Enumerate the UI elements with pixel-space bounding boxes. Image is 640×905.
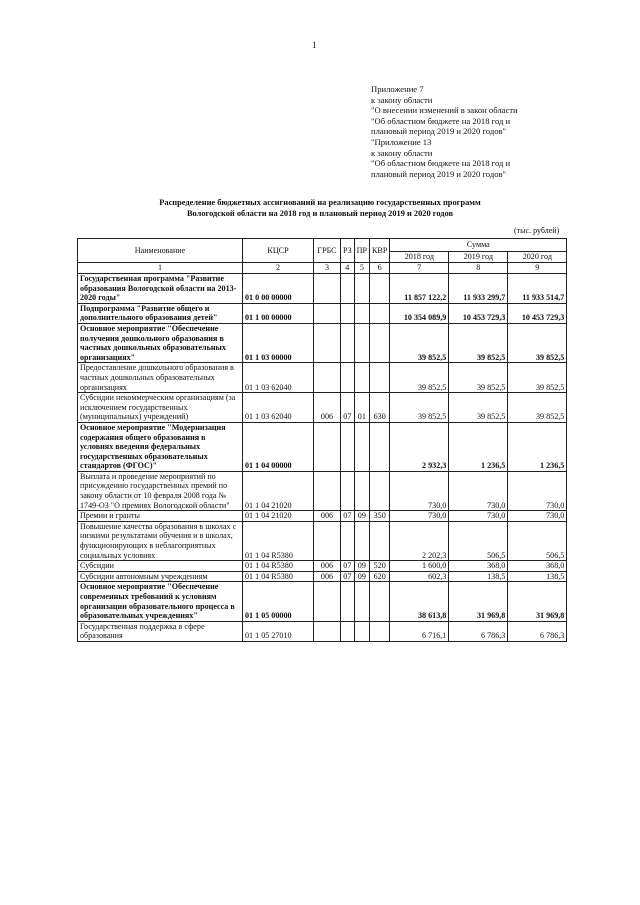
- row-grbs: [314, 422, 341, 471]
- row-rz: 07: [341, 393, 355, 423]
- row-name: Выплата и проведение мероприятий по присуждению государственных премий по закону области от 10 февраля 2008 года № 1749-ОЗ "О премиях Вологодской области": [78, 471, 243, 510]
- row-kvr: [370, 621, 390, 641]
- row-value-2019: 10 453 729,3: [449, 303, 508, 323]
- table-row: [78, 363, 567, 393]
- appendix-line: "О внесении изменений в закон области: [371, 105, 518, 116]
- row-kcsr: 01 1 04 21020: [243, 471, 314, 510]
- row-value-2019: 1 236,5: [449, 422, 508, 471]
- row-kvr: 620: [370, 571, 390, 582]
- row-value-2020: 1 236,5: [508, 422, 567, 471]
- row-value-2018: 2 932,3: [390, 422, 449, 471]
- header-sum: Сумма: [390, 239, 567, 252]
- row-grbs: [314, 323, 341, 362]
- document-title: [60, 197, 580, 219]
- row-rz: [341, 363, 355, 393]
- row-name: Государственная программа "Развитие образования Вологодской области на 2013-2020 годы": [78, 274, 243, 304]
- row-kcsr: 01 1 04 00000: [243, 422, 314, 471]
- title-line: Распределение бюджетных ассигнований на реализацию государственных программ: [159, 198, 481, 207]
- row-value-2019: 31 969,8: [449, 582, 508, 621]
- row-kcsr: 01 1 04 R5380: [243, 521, 314, 560]
- header-name: Наименование: [78, 239, 243, 263]
- row-name: Субсидии автономным учреждениям: [78, 571, 243, 582]
- row-kcsr: 01 1 05 00000: [243, 582, 314, 621]
- row-value-2020: 730,0: [508, 511, 567, 522]
- appendix-line: к закону области: [371, 147, 433, 158]
- col-number: 1: [78, 263, 243, 274]
- row-pr: [354, 471, 369, 510]
- header-grbs: ГРБС: [314, 239, 341, 263]
- row-kvr: 520: [370, 561, 390, 572]
- row-value-2019: 730,0: [449, 471, 508, 510]
- row-value-2020: 506,5: [508, 521, 567, 560]
- row-value-2018: 730,0: [390, 471, 449, 510]
- row-value-2020: 31 969,8: [508, 582, 567, 621]
- row-kcsr: 01 0 00 00000: [243, 274, 314, 304]
- appendix-line: "Приложение 13: [371, 136, 432, 147]
- budget-table: [77, 238, 567, 642]
- column-numbers-row: [78, 263, 567, 274]
- row-value-2019: 368,0: [449, 561, 508, 572]
- row-kvr: [370, 274, 390, 304]
- row-value-2018: 10 354 089,9: [390, 303, 449, 323]
- col-number: 2: [243, 263, 314, 274]
- row-rz: [341, 323, 355, 362]
- row-value-2018: 38 613,8: [390, 582, 449, 621]
- header-2020: 2020 год: [508, 252, 567, 263]
- table-row: [78, 561, 567, 572]
- row-kvr: [370, 521, 390, 560]
- row-value-2020: 6 786,3: [508, 621, 567, 641]
- row-value-2020: 368,0: [508, 561, 567, 572]
- table-row: [78, 422, 567, 471]
- table-row: [78, 582, 567, 621]
- row-kvr: [370, 471, 390, 510]
- row-kcsr: 01 1 03 00000: [243, 323, 314, 362]
- col-number: 7: [390, 263, 449, 274]
- col-number: 5: [354, 263, 369, 274]
- row-rz: 07: [341, 511, 355, 522]
- row-pr: 09: [354, 571, 369, 582]
- row-value-2020: 39 852,5: [508, 363, 567, 393]
- row-value-2018: 39 852,5: [390, 323, 449, 362]
- row-value-2020: 138,5: [508, 571, 567, 582]
- header-kvr: КВР: [370, 239, 390, 263]
- row-grbs: [314, 521, 341, 560]
- row-value-2018: 39 852,5: [390, 393, 449, 423]
- header-2019: 2019 год: [449, 252, 508, 263]
- row-kcsr: 01 1 04 21020: [243, 511, 314, 522]
- row-value-2020: 11 933 514,7: [508, 274, 567, 304]
- table-row: [78, 521, 567, 560]
- row-name: Основное мероприятие "Обеспечение получения дошкольного образования в частных дошкольных образовательных организациях": [78, 323, 243, 362]
- table-row: [78, 511, 567, 522]
- header-rz: РЗ: [341, 239, 355, 263]
- appendix-line: плановый период 2019 и 2020 годов": [371, 168, 507, 179]
- row-grbs: [314, 621, 341, 641]
- header-2018: 2018 год: [390, 252, 449, 263]
- row-rz: [341, 303, 355, 323]
- row-grbs: 006: [314, 393, 341, 423]
- row-grbs: 006: [314, 561, 341, 572]
- row-kcsr: 01 1 05 27010: [243, 621, 314, 641]
- row-value-2019: 730,0: [449, 511, 508, 522]
- table-row: [78, 323, 567, 362]
- col-number: 6: [370, 263, 390, 274]
- row-value-2019: 39 852,5: [449, 323, 508, 362]
- row-grbs: 006: [314, 571, 341, 582]
- units-label: (тыс. рублей): [514, 226, 560, 235]
- row-name: Субсидии: [78, 561, 243, 572]
- row-value-2018: 39 852,5: [390, 363, 449, 393]
- row-pr: [354, 582, 369, 621]
- row-rz: 07: [341, 561, 355, 572]
- appendix-line: к закону области: [371, 94, 433, 105]
- row-value-2019: 39 852,5: [449, 363, 508, 393]
- row-value-2019: 138,5: [449, 571, 508, 582]
- table-row: [78, 471, 567, 510]
- row-name: Предоставление дошкольного образования в частных дошкольных образовательных организациях: [78, 363, 243, 393]
- row-value-2020: 10 453 729,3: [508, 303, 567, 323]
- appendix-block: [371, 84, 518, 179]
- row-value-2019: 6 786,3: [449, 621, 508, 641]
- row-pr: [354, 323, 369, 362]
- appendix-line: плановый период 2019 и 2020 годов": [371, 126, 507, 137]
- row-kvr: [370, 303, 390, 323]
- row-rz: [341, 471, 355, 510]
- row-grbs: [314, 274, 341, 304]
- col-number: 9: [508, 263, 567, 274]
- row-kcsr: 01 1 00 00000: [243, 303, 314, 323]
- row-name: Премии и гранты: [78, 511, 243, 522]
- row-pr: [354, 274, 369, 304]
- row-value-2018: 2 202,3: [390, 521, 449, 560]
- row-value-2019: 506,5: [449, 521, 508, 560]
- row-value-2018: 11 857 122,2: [390, 274, 449, 304]
- appendix-line: "Об областном бюджете на 2018 год и: [371, 115, 511, 126]
- row-value-2018: 730,0: [390, 511, 449, 522]
- row-value-2018: 602,3: [390, 571, 449, 582]
- appendix-line: Приложение 7: [371, 84, 424, 94]
- row-grbs: [314, 363, 341, 393]
- row-rz: [341, 422, 355, 471]
- row-rz: [341, 521, 355, 560]
- col-number: 4: [341, 263, 355, 274]
- row-rz: [341, 582, 355, 621]
- row-grbs: [314, 471, 341, 510]
- row-grbs: 006: [314, 511, 341, 522]
- appendix-line: "Об областном бюджете на 2018 год и: [371, 158, 511, 169]
- table-row: [78, 274, 567, 304]
- row-pr: [354, 621, 369, 641]
- row-pr: [354, 303, 369, 323]
- row-value-2019: 39 852,5: [449, 393, 508, 423]
- page-number: 1: [312, 40, 317, 50]
- row-value-2020: 39 852,5: [508, 323, 567, 362]
- table-row: [78, 393, 567, 423]
- col-number: 3: [314, 263, 341, 274]
- row-pr: [354, 521, 369, 560]
- row-name: Подпрограмма "Развитие общего и дополнительного образования детей": [78, 303, 243, 323]
- table-row: [78, 621, 567, 641]
- header-row: [78, 239, 567, 252]
- row-kvr: 350: [370, 511, 390, 522]
- header-kcsr: КЦСР: [243, 239, 314, 263]
- row-value-2018: 1 600,0: [390, 561, 449, 572]
- row-name: Повышение качества образования в школах с низкими результатами обучения и в школах, функционирующих в неблагоприятных социальных условиях: [78, 521, 243, 560]
- row-name: Основное мероприятие "Обеспечение современных требований к условиям организации образовательного процесса в образовательных учреждениях": [78, 582, 243, 621]
- row-pr: 09: [354, 561, 369, 572]
- row-rz: [341, 621, 355, 641]
- row-value-2019: 11 933 299,7: [449, 274, 508, 304]
- col-number: 8: [449, 263, 508, 274]
- row-kvr: [370, 582, 390, 621]
- row-kvr: 630: [370, 393, 390, 423]
- row-kcsr: 01 1 04 R5380: [243, 571, 314, 582]
- table-row: [78, 571, 567, 582]
- row-kcsr: 01 1 03 62040: [243, 363, 314, 393]
- row-kvr: [370, 323, 390, 362]
- row-pr: 01: [354, 393, 369, 423]
- header-pr: ПР: [354, 239, 369, 263]
- row-name: Субсидии некоммерческим организациям (за исключением государственных (муниципальных) учреждений): [78, 393, 243, 423]
- row-value-2018: 6 716,1: [390, 621, 449, 641]
- title-line: Вологодской области на 2018 год и плановый период 2019 и 2020 годов: [186, 209, 454, 218]
- table-row: [78, 303, 567, 323]
- row-pr: [354, 363, 369, 393]
- row-value-2020: 730,0: [508, 471, 567, 510]
- row-rz: 07: [341, 571, 355, 582]
- row-kcsr: 01 1 03 62040: [243, 393, 314, 423]
- row-value-2020: 39 852,5: [508, 393, 567, 423]
- row-pr: [354, 422, 369, 471]
- row-grbs: [314, 303, 341, 323]
- row-kvr: [370, 422, 390, 471]
- row-name: Государственная поддержка в сфере образования: [78, 621, 243, 641]
- row-name: Основное мероприятие "Модернизация содержания общего образования в условиях введения федеральных государственных образовательных стандартов (ФГОС)": [78, 422, 243, 471]
- row-kcsr: 01 1 04 R5380: [243, 561, 314, 572]
- row-grbs: [314, 582, 341, 621]
- row-pr: 09: [354, 511, 369, 522]
- row-kvr: [370, 363, 390, 393]
- row-rz: [341, 274, 355, 304]
